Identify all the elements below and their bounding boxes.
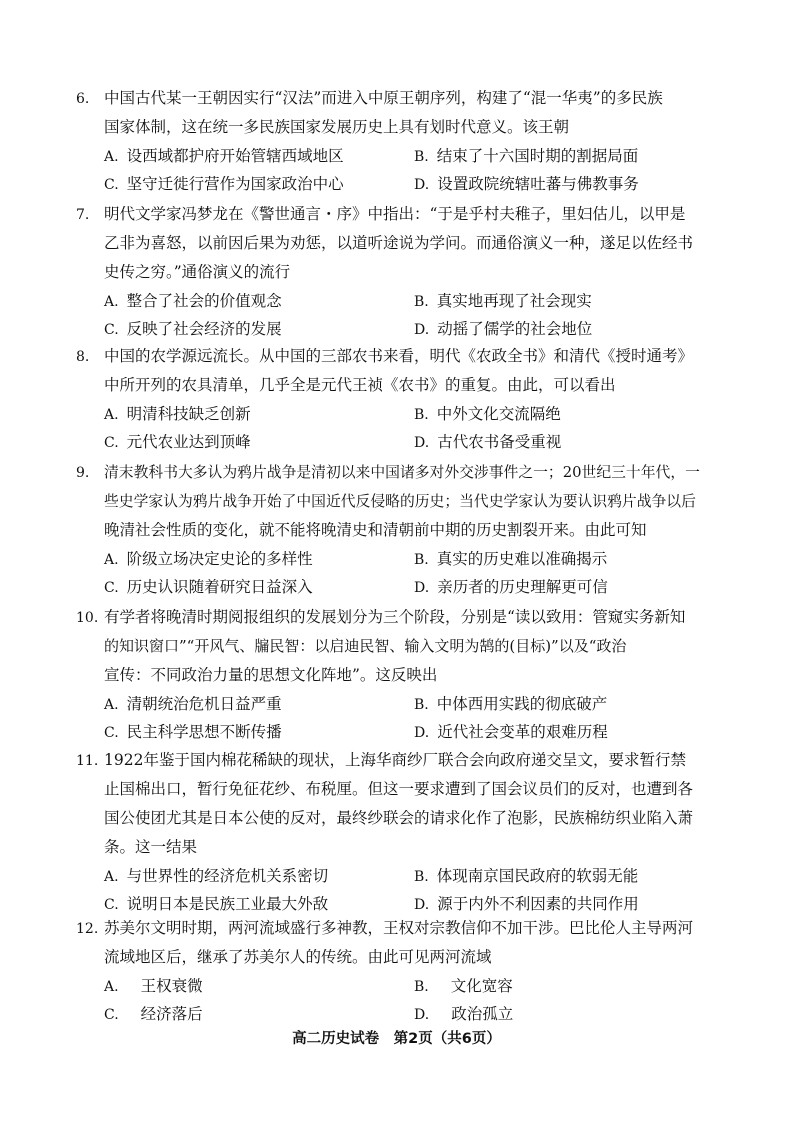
option-row [76, 972, 710, 1000]
option-b[interactable]: B. 结束了十六国时期的割据局面 [414, 147, 639, 165]
option-a[interactable]: A. 整合了社会的价值观念 [104, 292, 282, 310]
question-stem-line [76, 914, 710, 943]
stem-text: 苏美尔文明时期，两河流域盛行多神教，王权对宗教信仰不加干涉。巴比伦人主导两河 [104, 919, 694, 937]
stem-text: 中国古代某一王朝因实行“汉法”而进入中原王朝序列，构建了“混一华夷”的多民族 [104, 89, 663, 107]
stem-text: 些史学家认为鸦片战争开始了中国近代反侵略的历史；当代史学家认为要认识鸦片战争以后 [104, 493, 696, 510]
option-d[interactable]: D. 古代农书备受重视 [414, 433, 562, 451]
option-b[interactable]: B. 真实的历史难以准确揭示 [414, 550, 608, 568]
option-c[interactable]: C. 经济落后 [104, 1005, 203, 1023]
question-stem-line [76, 229, 710, 258]
option-c[interactable]: C. 反映了社会经济的发展 [104, 320, 282, 338]
question-6 [76, 84, 710, 198]
option-a[interactable]: A. 明清科技缺乏创新 [104, 405, 251, 423]
option-c[interactable]: C. 民主科学思想不断传播 [104, 723, 282, 741]
question-stem-line [76, 487, 710, 516]
option-row [76, 1000, 710, 1028]
option-row [76, 142, 710, 170]
option-d[interactable]: D. 近代社会变革的艰难历程 [414, 723, 608, 741]
option-a[interactable]: A. 与世界性的经济危机关系密切 [104, 867, 329, 885]
question-stem-line [76, 84, 710, 113]
question-stem-line [76, 258, 710, 287]
option-b[interactable]: B. 文化宽容 [414, 977, 513, 995]
option-b[interactable]: B. 中体西用实践的彻底破产 [414, 695, 608, 713]
option-row [76, 718, 710, 746]
option-a[interactable]: A. 王权衰微 [104, 977, 203, 995]
question-stem-line [76, 661, 710, 690]
option-row [76, 400, 710, 428]
option-d[interactable]: D. 政治孤立 [414, 1005, 514, 1023]
option-d[interactable]: D. 动摇了儒学的社会地位 [414, 320, 593, 338]
question-8 [76, 342, 710, 456]
option-row [76, 428, 710, 456]
page-footer: 高二历史试卷 第2页（共6页） [292, 1031, 501, 1047]
stem-text: 流域地区后，继承了苏美尔人的传统。由此可见两河流域 [104, 948, 492, 966]
question-stem-line [76, 603, 710, 632]
stem-text: 宣传：不同政治力量的思想文化阵地”。这反映出 [104, 666, 438, 684]
option-row [76, 170, 710, 198]
stem-text: 中国的农学源远流长。从中国的三部农书来看，明代《农政全书》和清代《授时通考》 [104, 347, 694, 365]
question-stem-line [76, 200, 710, 229]
stem-text: 国公使团尤其是日本公使的反对，最终纱联会的请求化作了泡影，民族棉纺织业陷入萧 [104, 809, 694, 827]
question-stem-line [76, 371, 710, 400]
question-stem-line [76, 632, 710, 661]
option-d[interactable]: D. 源于内外不利因素的共同作用 [414, 895, 639, 913]
stem-text: 止国棉出口，暂行免征花纱、布税厘。但这一要求遭到了国会议员们的反对，也遭到各 [104, 780, 694, 798]
option-row [76, 690, 710, 718]
question-number: 9. [76, 465, 90, 481]
question-12 [76, 914, 710, 1028]
question-10 [76, 603, 710, 746]
question-stem-line [76, 943, 710, 972]
option-row [76, 573, 710, 601]
question-stem-line [76, 342, 710, 371]
stem-text: 有学者将晚清时期阅报组织的发展划分为三个阶段，分别是“读以致用：管窥实务新知 [104, 608, 686, 626]
stem-text: 条。这一结果 [104, 838, 198, 856]
question-number: 12. [76, 921, 99, 937]
stem-text: 的知识窗口”“开风气、牖民智：以启迪民智、输入文明为鹄的(目标)”以及“政治 [104, 637, 627, 655]
question-stem-line [76, 804, 710, 833]
question-stem-line [76, 113, 710, 142]
question-stem-line [76, 775, 710, 804]
option-d[interactable]: D. 亲历者的历史理解更可信 [414, 578, 608, 596]
question-11 [76, 746, 710, 918]
option-row [76, 545, 710, 573]
option-c[interactable]: C. 坚守迁徙行营作为国家政治中心 [104, 175, 344, 193]
question-number: 7. [76, 207, 90, 223]
question-number: 11. [76, 753, 99, 769]
question-number: 6. [76, 91, 90, 107]
question-stem-line [76, 516, 710, 545]
question-9 [76, 458, 710, 601]
question-stem-line [76, 833, 710, 862]
option-c[interactable]: C. 元代农业达到顶峰 [104, 433, 251, 451]
stem-text: 晚清社会性质的变化，就不能将晚清史和清朝前中期的历史割裂开来。由此可知 [104, 521, 647, 539]
stem-text: 明代文学家冯梦龙在《警世通言・序》中指出：“于是乎村夫稚子，里妇估儿，以甲是 [104, 205, 686, 223]
stem-text: 清末教科书大多认为鸦片战争是清初以来中国诸多对外交涉事件之一；20世纪三十年代，一 [104, 464, 700, 481]
question-stem-line [76, 746, 710, 775]
option-b[interactable]: B. 体现南京国民政府的软弱无能 [414, 867, 639, 885]
option-a[interactable]: A. 清朝统治危机日益严重 [104, 695, 282, 713]
stem-text: 史传之穷。”通俗演义的流行 [104, 263, 291, 281]
option-d[interactable]: D. 设置政院统辖吐蕃与佛教事务 [414, 175, 639, 193]
stem-text: 乙非为喜怒，以前因后果为劝惩，以道听途说为学问。而通俗演义一种，遂足以佐经书 [104, 234, 694, 252]
question-7 [76, 200, 710, 343]
stem-text: 国家体制，这在统一多民族国家发展历史上具有划时代意义。该王朝 [104, 118, 570, 136]
stem-text: 1922年鉴于国内棉花稀缺的现状，上海华商纱厂联合会向政府递交呈文，要求暂行禁 [104, 751, 686, 769]
option-b[interactable]: B. 真实地再现了社会现实 [414, 292, 592, 310]
option-row [76, 862, 710, 890]
question-number: 10. [76, 610, 99, 626]
option-a[interactable]: A. 阶级立场决定史论的多样性 [104, 550, 313, 568]
option-c[interactable]: C. 历史认识随着研究日益深入 [104, 578, 313, 596]
option-b[interactable]: B. 中外文化交流隔绝 [414, 405, 561, 423]
question-number: 8. [76, 349, 90, 365]
option-row [76, 315, 710, 343]
option-c[interactable]: C. 说明日本是民族工业最大外敌 [104, 895, 329, 913]
question-stem-line [76, 458, 710, 487]
stem-text: 中所开列的农具清单，几乎全是元代王祯《农书》的重复。由此，可以看出 [104, 376, 616, 394]
option-row [76, 287, 710, 315]
option-a[interactable]: A. 设西域都护府开始管辖西域地区 [104, 147, 344, 165]
